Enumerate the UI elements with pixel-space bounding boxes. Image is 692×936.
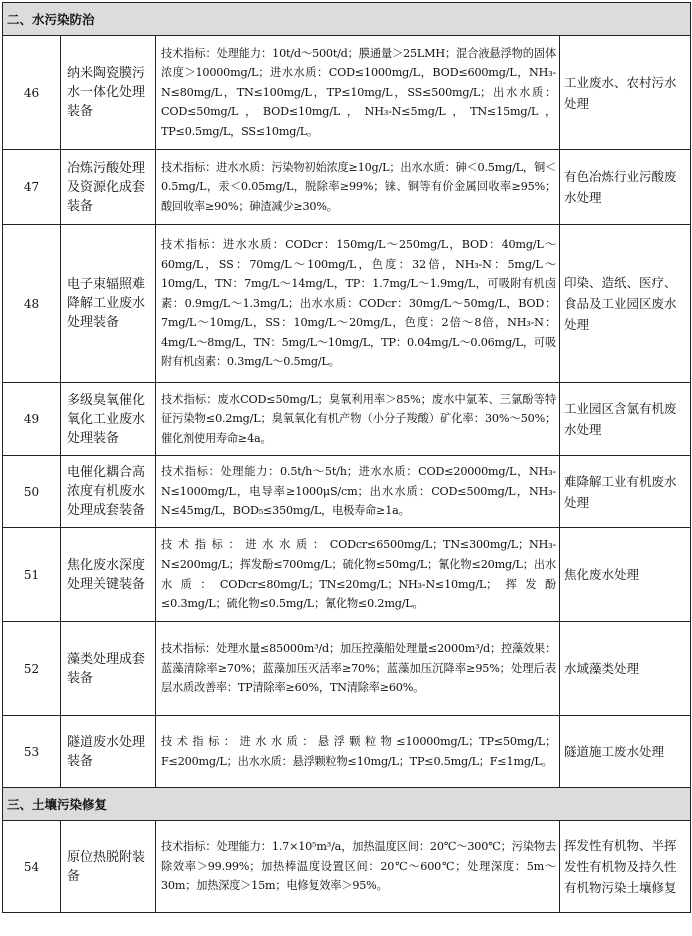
table-row xyxy=(3,225,691,383)
table-row xyxy=(3,716,691,788)
technical-spec: 技术指标：进水水质：污染物初始浓度≥10g/L；出水水质：砷＜0.5mg/L，铜＜0.5mg/L，汞＜0.05mg/L，脱除率≥99%；铼、铜等有价金属回收率≥95%；酸回收率≥90%；砷渣减少≥30%。 xyxy=(156,150,560,225)
table-row xyxy=(3,456,691,528)
row-number: 46 xyxy=(3,36,61,150)
equipment-catalog-sheet xyxy=(2,2,690,913)
equipment-name: 原位热脱附装备 xyxy=(61,821,156,913)
technical-spec: 技术指标：进水水质：CODcr：150mg/L～250mg/L，BOD：40mg/L～60mg/L，SS：70mg/L～100mg/L，色度：32倍，NH₃-N：5mg/L～10mg/L，TN：7mg/L～14mg/L，TP：1.7mg/L～1.9mg/L，可吸附有机卤素：0.9mg/L～1.3mg/L；出水水质：CODcr：30mg/L～50mg/L，BOD：7mg/L～10mg/L，SS：10mg/L～20mg/L，色度：2倍～8倍，NH₃-N：4mg/L～8mg/L，TN：5mg/L～10mg/L，TP：0.04mg/L～0.06mg/L，可吸附有机卤素：0.3mg/L～0.5mg/L。 xyxy=(156,225,560,383)
equipment-name: 藻类处理成套装备 xyxy=(61,622,156,716)
equipment-name: 电催化耦合高浓度有机废水处理成套装备 xyxy=(61,456,156,528)
table-row xyxy=(3,821,691,913)
technical-spec: 技术指标：处理能力：1.7×10⁵m³/a，加热温度区间：20℃～300℃；污染物去除效率＞99.99%；加热棒温度设置区间：20℃～600℃；处理深度：5m～30m；加热深度＞15m；电修复效率＞95%。 xyxy=(156,821,560,913)
equipment-name: 电子束辐照难降解工业废水处理装备 xyxy=(61,225,156,383)
equipment-name: 焦化废水深度处理关键装备 xyxy=(61,528,156,622)
technical-spec: 技术指标：进水水质：悬浮颗粒物≤10000mg/L；TP≤50mg/L；F≤200mg/L；出水水质：悬浮颗粒物≤10mg/L；TP≤0.5mg/L；F≤1mg/L。 xyxy=(156,716,560,788)
section-title: 二、水污染防治 xyxy=(3,3,691,36)
equipment-name: 纳米陶瓷膜污水一体化处理装备 xyxy=(61,36,156,150)
equipment-name: 冶炼污酸处理及资源化成套装备 xyxy=(61,150,156,225)
application-field: 工业园区含氯有机废水处理 xyxy=(560,383,691,456)
row-number: 48 xyxy=(3,225,61,383)
application-field: 有色冶炼行业污酸废水处理 xyxy=(560,150,691,225)
technical-spec: 技术指标：处理水量≤85000m³/d；加压控藻船处理量≤2000m³/d；控藻效果：蓝藻清除率≥70%；蓝藻加压灭活率≥70%；蓝藻加压沉降率≥95%；处理后表层水质改善率：TP清除率≥60%，TN清除率≥60%。 xyxy=(156,622,560,716)
row-number: 54 xyxy=(3,821,61,913)
application-field: 难降解工业有机废水处理 xyxy=(560,456,691,528)
table-row xyxy=(3,36,691,150)
table-row xyxy=(3,150,691,225)
table-row xyxy=(3,528,691,622)
section-header-row xyxy=(3,788,691,821)
row-number: 52 xyxy=(3,622,61,716)
application-field: 焦化废水处理 xyxy=(560,528,691,622)
row-number: 49 xyxy=(3,383,61,456)
row-number: 50 xyxy=(3,456,61,528)
application-field: 隧道施工废水处理 xyxy=(560,716,691,788)
application-field: 工业废水、农村污水处理 xyxy=(560,36,691,150)
technical-spec: 技术指标：进水水质：CODcr≤6500mg/L；TN≤300mg/L；NH₃-N≤200mg/L；挥发酚≤700mg/L；硫化物≤50mg/L；氰化物≤20mg/L；出水水质：CODcr≤80mg/L；TN≤20mg/L；NH₃-N≤10mg/L；挥发酚≤0.3mg/L；硫化物≤0.5mg/L；氰化物≤0.2mg/L。 xyxy=(156,528,560,622)
table-row xyxy=(3,383,691,456)
row-number: 47 xyxy=(3,150,61,225)
application-field: 水域藻类处理 xyxy=(560,622,691,716)
technical-spec: 技术指标：处理能力：10t/d～500t/d；膜通量＞25LMH；混合液悬浮物的固体浓度＞10000mg/L；进水水质：COD≤1000mg/L，BOD≤600mg/L，NH₃-N≤80mg/L，TN≤100mg/L，TP≤10mg/L，SS≤500mg/L；出水水质：COD≤50mg/L，BOD≤10mg/L，NH₃-N≤5mg/L，TN≤15mg/L，TP≤0.5mg/L，SS≤10mg/L。 xyxy=(156,36,560,150)
row-number: 51 xyxy=(3,528,61,622)
application-field: 印染、造纸、医疗、食品及工业园区废水处理 xyxy=(560,225,691,383)
application-field: 挥发性有机物、半挥发性有机物及持久性有机物污染土壤修复 xyxy=(560,821,691,913)
section-title: 三、土壤污染修复 xyxy=(3,788,691,821)
equipment-table xyxy=(2,2,691,913)
section-header-row xyxy=(3,3,691,36)
technical-spec: 技术指标：废水COD≤50mg/L；臭氧利用率＞85%；废水中氯苯、三氯酚等特征污染物≤0.2mg/L；臭氧氧化有机产物（小分子羧酸）矿化率：30%～50%；催化剂使用寿命≥4a。 xyxy=(156,383,560,456)
table-row xyxy=(3,622,691,716)
equipment-name: 隧道废水处理装备 xyxy=(61,716,156,788)
equipment-name: 多级臭氧催化氧化工业废水处理装备 xyxy=(61,383,156,456)
row-number: 53 xyxy=(3,716,61,788)
technical-spec: 技术指标：处理能力：0.5t/h～5t/h；进水水质：COD≤20000mg/L，NH₃-N≤1000mg/L，电导率≥1000μS/cm；出水水质：COD≤500mg/L，NH₃-N≤45mg/L，BOD₅≤350mg/L，电极寿命≥1a。 xyxy=(156,456,560,528)
